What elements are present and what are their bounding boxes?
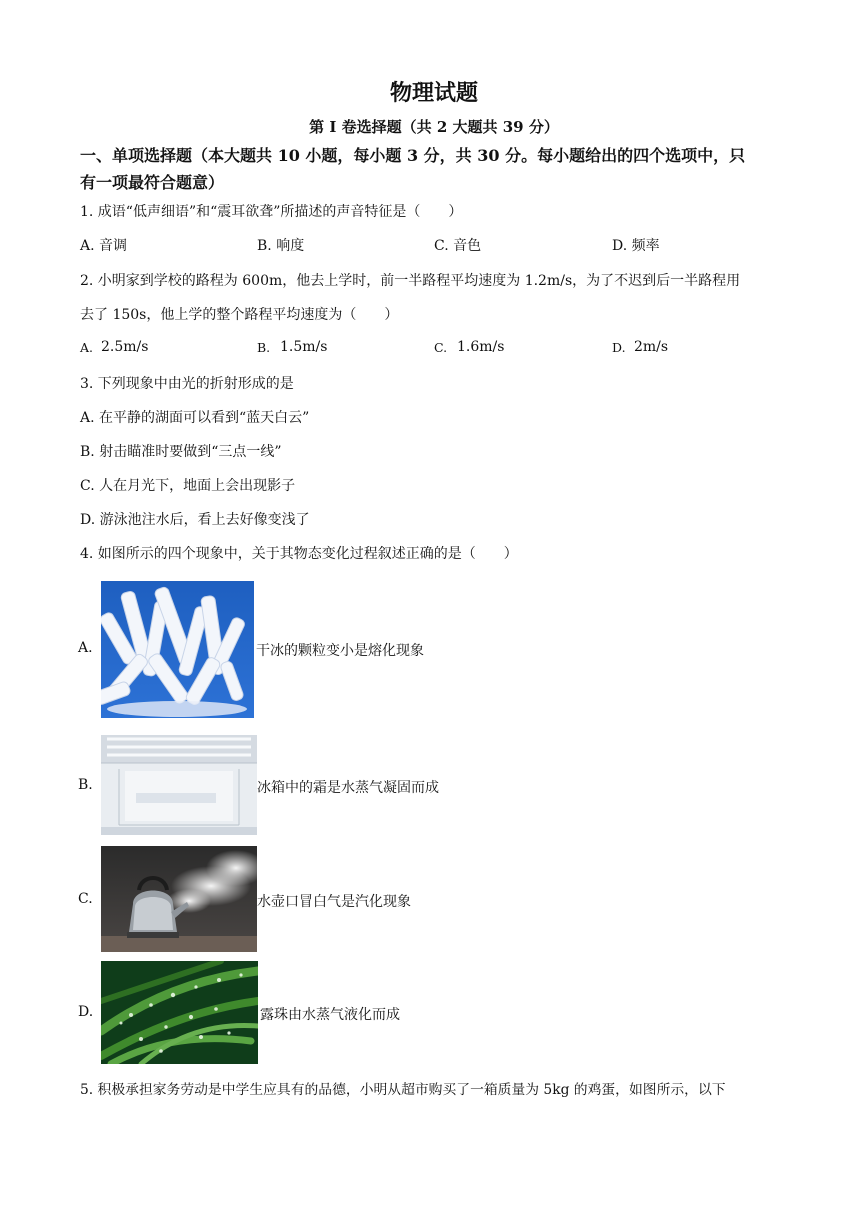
q2-option-c-value: 1.6m/s	[457, 339, 505, 355]
kettle-steam-image	[101, 846, 257, 952]
q2-option-a-value: 2.5m/s	[101, 339, 149, 355]
question-2-line2: 去了 150s，他上学的整个路程平均速度为（ ）	[80, 307, 399, 323]
q2-option-d-letter: D.	[612, 340, 626, 355]
q1-option-c: C. 音色	[434, 238, 482, 254]
question-3-stem: 3. 下列现象中由光的折射形成的是	[80, 376, 294, 392]
q3-option-d: D. 游泳池注水后，看上去好像变浅了	[80, 512, 310, 528]
q2-option-b-letter: B.	[257, 340, 271, 355]
q4-option-a-letter: A.	[78, 640, 93, 656]
q4-option-d-letter: D.	[78, 1004, 94, 1020]
q2-option-b-value: 1.5m/s	[280, 339, 328, 355]
section-heading-line2: 有一项最符合题意）	[80, 173, 225, 192]
dry-ice-image	[101, 581, 254, 718]
q3-option-b: B. 射击瞄准时要做到“三点一线”	[80, 444, 282, 460]
q4-option-d-text: 露珠由水蒸气液化而成	[260, 1007, 400, 1023]
q2-option-d-value: 2m/s	[634, 339, 669, 355]
section-heading-line1: 一、单项选择题（本大题共 10 小题，每小题 3 分，共 30 分。每小题给出的四个选项中，只	[80, 146, 746, 165]
paper-subtitle: 第 I 卷选择题（共 2 大题共 39 分）	[309, 118, 559, 136]
q4-option-c-letter: C.	[78, 891, 93, 907]
question-5-line1: 5. 积极承担家务劳动是中学生应具有的品德，小明从超市购买了一箱质量为 5kg 的鸡蛋，如图所示，以下	[80, 1082, 726, 1098]
q1-option-b: B. 响度	[257, 238, 305, 254]
freezer-frost-image	[101, 735, 257, 835]
q1-option-a: A. 音调	[80, 238, 128, 254]
q1-option-d: D. 频率	[612, 238, 660, 254]
q3-option-c: C. 人在月光下，地面上会出现影子	[80, 478, 296, 494]
page-title: 物理试题	[389, 80, 478, 106]
q4-option-c-text: 水壶口冒白气是汽化现象	[257, 894, 411, 910]
question-1-stem: 1. 成语“低声细语”和“震耳欲聋”所描述的声音特征是（ ）	[80, 204, 463, 220]
q3-option-a: A. 在平静的湖面可以看到“蓝天白云”	[80, 410, 310, 426]
q2-option-c-letter: C.	[434, 340, 448, 355]
q4-option-b-letter: B.	[78, 777, 93, 793]
dew-grass-image	[101, 961, 258, 1064]
question-2-line1: 2. 小明家到学校的路程为 600m，他去上学时，前一半路程平均速度为 1.2m/s，为了不迟到后一半路程用	[80, 273, 741, 289]
q4-option-a-text: 干冰的颗粒变小是熔化现象	[256, 643, 424, 659]
q2-option-a-letter: A.	[80, 340, 94, 355]
q4-option-b-text: 冰箱中的霜是水蒸气凝固而成	[257, 780, 439, 796]
question-4-stem: 4. 如图所示的四个现象中，关于其物态变化过程叙述正确的是（ ）	[80, 546, 518, 562]
